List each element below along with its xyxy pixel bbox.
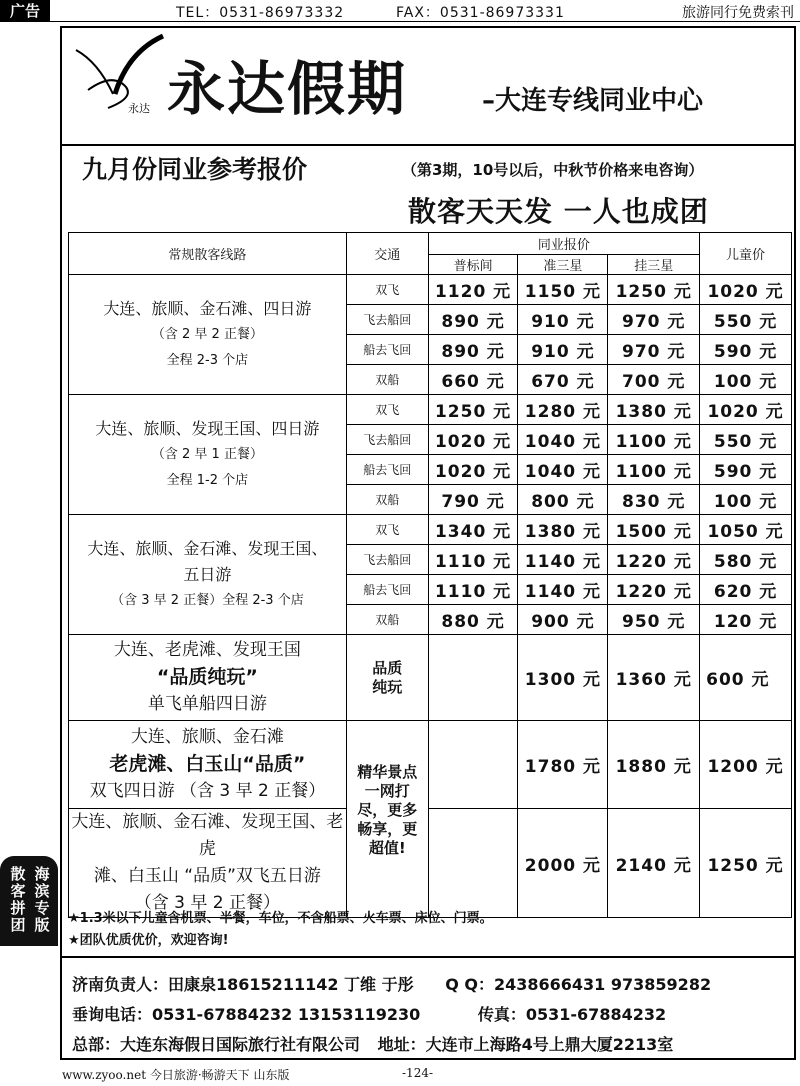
side-tab-b: 散客拼团 <box>10 865 26 934</box>
col-header-child: 儿童价 <box>700 233 792 275</box>
contact-line-manager: 济南负责人：田康泉18615211142 丁维 于彤 Q Q：2438666431 973859282 <box>72 972 711 995</box>
table-row: 船去飞回 1020 元 1040 元 1100 元 590 元 <box>69 455 792 485</box>
table-row: 船去飞回 1110 元 1140 元 1220 元 620 元 <box>69 575 792 605</box>
top-bar <box>0 0 800 22</box>
brand-name: 永达假期 <box>167 55 408 123</box>
ad-label: 广告 <box>0 0 50 22</box>
table-row: 大连、老虎滩、发现王国 “品质纯玩” 单飞单船四日游 品质 纯玩 1300 元 1360 元 600 元 <box>69 635 792 721</box>
route-cell: 大连、旅顺、金石滩、发现王国、 五日游 （含 3 早 2 正餐）全程 2-3 个店 <box>69 515 347 635</box>
footer <box>62 1066 800 1083</box>
col-header-standard: 普标间 <box>428 255 518 275</box>
table-row: 大连、旅顺、金石滩、发现王国、 五日游 （含 3 早 2 正餐）全程 2-3 个店 双飞 1340 元 1380 元 1500 元 1050 元 <box>69 515 792 545</box>
section-side-tab <box>0 856 58 946</box>
ad-frame <box>60 26 796 1060</box>
note-group: ★团队优质优价，欢迎咨询! <box>68 933 229 948</box>
brand-logo-icon <box>68 32 168 122</box>
route-cell: 大连、旅顺、金石滩、发现王国、老虎 滩、白玉山 “品质”双飞五日游 （含 3 早 2 正餐） <box>69 809 347 918</box>
col-header-quasi3: 准三星 <box>518 255 608 275</box>
notes <box>68 908 493 952</box>
top-fax: FAX：0531-86973331 <box>396 5 565 21</box>
logo-text: 永达 <box>128 102 150 115</box>
notes-divider <box>62 956 794 958</box>
table-row: 大连、旅顺、金石滩、四日游 （含 2 早 2 正餐） 全程 2-3 个店 双飞 1120 元 1150 元 1250 元 1020 元 <box>69 275 792 305</box>
contact-line-hq: 总部：大连东海假日国际旅行社有限公司 地址：大连市上海路4号上鼎大厦2213室 <box>72 1032 673 1055</box>
table-row: 大连、旅顺、发现王国、四日游 （含 2 早 1 正餐） 全程 1-2 个店 双飞 1250 元 1280 元 1380 元 1020 元 <box>69 395 792 425</box>
side-tab-a: 海滨专版 <box>34 865 50 934</box>
offer-title: 九月份同业参考报价 <box>82 155 308 184</box>
header-divider <box>62 144 794 146</box>
note-child: ★1.3米以下儿童含机票、半餐，车位，不含船票、火车票、床位、门票。 <box>68 911 493 926</box>
fax-value: 0531-67884232 <box>525 1005 667 1024</box>
price-table <box>68 232 792 918</box>
table-row: 双船 790 元 800 元 830 元 100 元 <box>69 485 792 515</box>
contact-line-phone: 垂询电话：0531-67884232 13153119230 传真：0531-67884232 <box>72 1005 667 1024</box>
table-row: 飞去船回 890 元 910 元 970 元 550 元 <box>69 305 792 335</box>
brand-subtitle: –大连专线同业中心 <box>482 86 704 116</box>
table-row: 双船 880 元 900 元 950 元 120 元 <box>69 605 792 635</box>
col-header-star3: 挂三星 <box>608 255 700 275</box>
table-row: 飞去船回 1110 元 1140 元 1220 元 580 元 <box>69 545 792 575</box>
route-cell: 大连、旅顺、金石滩 老虎滩、白玉山“品质” 双飞四日游 （含 3 早 2 正餐） <box>69 721 347 809</box>
col-header-route: 常规散客线路 <box>69 233 347 275</box>
table-row: 大连、旅顺、金石滩、发现王国、老虎 滩、白玉山 “品质”双飞五日游 （含 3 早 2 正餐） 2000 元 2140 元 1250 元 <box>69 809 792 918</box>
col-header-transport: 交通 <box>346 233 428 275</box>
route-cell: 大连、旅顺、金石滩、四日游 （含 2 早 2 正餐） 全程 2-3 个店 <box>69 275 347 395</box>
top-tel: TEL：0531-86973332 <box>176 5 345 21</box>
hq-value: 大连东海假日国际旅行社有限公司 <box>120 1035 361 1054</box>
offer-note: （第3期，10号以后，中秋节价格来电咨询） <box>402 161 704 179</box>
table-row: 双船 660 元 670 元 700 元 100 元 <box>69 365 792 395</box>
page-number: -124- <box>402 1066 434 1080</box>
route-cell: 大连、旅顺、发现王国、四日游 （含 2 早 1 正餐） 全程 1-2 个店 <box>69 395 347 515</box>
route-cell: 大连、老虎滩、发现王国 “品质纯玩” 单飞单船四日游 <box>69 635 347 721</box>
qq-value: 2438666431 973859282 <box>493 975 712 994</box>
magazine-index: 旅游同行免费索刊 <box>682 5 794 21</box>
table-row: 大连、旅顺、金石滩 老虎滩、白玉山“品质” 双飞四日游 （含 3 早 2 正餐） 精华景点一网打尽，更多畅享，更超值! 1780 元 1880 元 1200 元 <box>69 721 792 809</box>
table-row: 飞去船回 1020 元 1040 元 1100 元 550 元 <box>69 425 792 455</box>
manager-value: 田康泉18615211142 丁维 于彤 <box>168 975 414 994</box>
addr-value: 大连市上海路4号上鼎大厦2213室 <box>425 1035 674 1054</box>
phone-value: 0531-67884232 13153119230 <box>152 1005 421 1024</box>
slogan: 散客天天发 一人也成团 <box>408 195 709 228</box>
col-header-peer-price: 同业报价 <box>428 233 699 255</box>
table-row: 船去飞回 890 元 910 元 970 元 590 元 <box>69 335 792 365</box>
footer-site: www.zyoo.net 今日旅游·畅游天下 山东版 <box>62 1068 290 1082</box>
